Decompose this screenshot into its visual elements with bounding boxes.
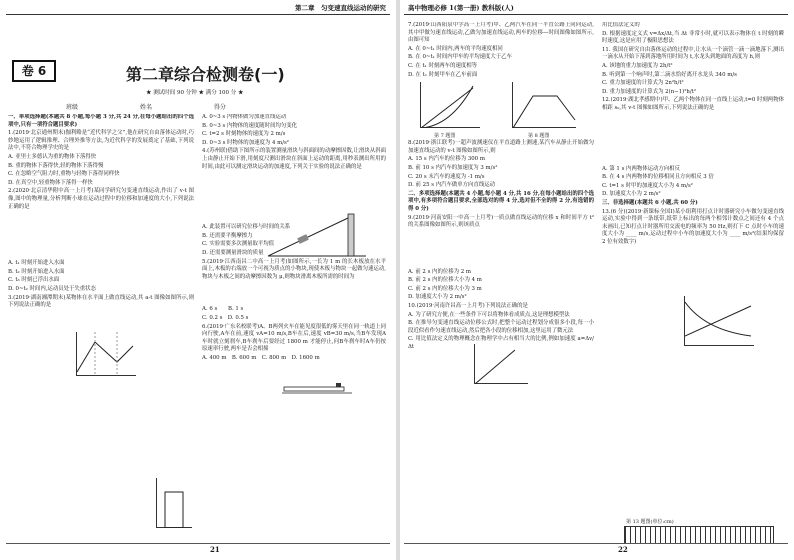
xt-graph-q7 bbox=[420, 82, 480, 128]
option-text: C. 20 s 末汽车的速度为 -1 m/s bbox=[408, 173, 485, 180]
question-text: 13.(6 分)(2019·新课标全国Ⅰ)某小组利用打点计时器研究小车做匀变速直线运动,实验中得到一条纸带,纸带上标出的每两个相邻计数点之间还有 4 个点未画出,已知打点计时器所用交流电的频率为 50 Hz,则打下 C 点时小车的速度大小为 ____ m/s,运动过程中小车的加速度大小为 ____ m/s²(结果均保留 2 位有效数字) bbox=[602, 208, 784, 245]
right-column-2 bbox=[602, 22, 784, 532]
ruler-caption: 第 13 题图(单位:cm) bbox=[626, 519, 674, 525]
option-text: A. 该地的重力加速度为 2h/t² bbox=[602, 62, 673, 69]
graph-lines bbox=[513, 82, 577, 128]
option-text: D. 重力加速度的计算式为 2(n−1)²h/t² bbox=[602, 88, 697, 95]
volume-badge: 卷 6 bbox=[12, 60, 56, 82]
option-text: C. 用比值法定义的物理概念在物理学中占有相当大的比例,例如加速度 a=Δv/Δt bbox=[408, 336, 594, 351]
name-field-label: 姓名 bbox=[139, 104, 152, 111]
test-meta: ★ 测试时间 90 分钟 ★ 满分 100 分 ★ bbox=[146, 90, 244, 96]
vt-graph-q2 bbox=[76, 332, 136, 376]
option-text: B. 还需要平衡摩擦力 bbox=[202, 232, 253, 239]
question-text: 11. 我国在研究自由落体运动的过程中,让水从一个滴管一滴一滴地落下,测出一滴水从开始下落到落地所用时间为 t,水龙头到地面的高度为 h,则 bbox=[602, 46, 784, 61]
left-column-1 bbox=[8, 114, 194, 474]
question-text: 8.(2019·浙江联考)一超声波测速仪在平直道路上测速,某汽车从静止开始做匀加速直线运动的 v-t 图像如图所示,则 bbox=[408, 140, 594, 154]
option-text: D. 在真空中,轻重物体下落得一样快 bbox=[8, 179, 93, 186]
section-heading: 一、单项选择题(本题共 8 小题,每小题 3 分,共 24 分,在每小题给出的四个选项中,只有一项符合题目要求) bbox=[8, 114, 194, 128]
class-field-label: 班级 bbox=[66, 104, 79, 111]
option-text: A. 0~3 s 内物体做匀加速直线运动 bbox=[202, 114, 287, 120]
question-text: 10.(2019·河南许昌高一上月考)下列说法正确的是 bbox=[408, 303, 528, 310]
option-text: D. 在 t₁ 时刻甲车在乙车前面 bbox=[408, 71, 478, 78]
option-text: D. 0~t₂ 时间内,运动员处于失重状态 bbox=[8, 285, 96, 292]
graph-lines bbox=[685, 296, 755, 346]
option-text: B. t₂ 时刻开始进入水面 bbox=[8, 268, 65, 275]
option-text: B. 重的物体下落得快,轻的物体下落得慢 bbox=[8, 162, 104, 169]
header-rule bbox=[6, 14, 390, 15]
option-text: D. 加速度大小为 2 m/s² bbox=[602, 191, 661, 198]
question-text: 2.(2020·北京清华附中高一上月考)某同学研究匀变速直线运动,作出了 v-t 图像,图中的物理量,分析判断小球在运动过程中的位移和加速度的大小,下列说法正确的是 bbox=[8, 188, 194, 210]
option-text: B. 在 0~t₁ 时间内甲车的平均速度大于乙车 bbox=[408, 54, 512, 61]
right-page bbox=[404, 0, 788, 560]
option-text: B. 在推导匀变速直线运动位移公式时,把整个运动过程划分成很多小段,每一小段近似看作匀速直线运动,然后把各小段的位移相加,这里运用了微元法 bbox=[408, 320, 594, 334]
graph-lines bbox=[421, 82, 481, 128]
page-title: 第二章综合检测卷(一) bbox=[126, 65, 285, 84]
option-text: C. 前 2 s 内的位移大小为 3 m bbox=[408, 285, 482, 292]
question-text: 7.(2019·山西阳泉中学高一上月考)甲、乙两汽车在同一平直公路上同向运动,其中甲做匀速直线运动,乙做匀加速直线运动,两车的位移—时间图像如图所示,由图可知 bbox=[408, 22, 594, 44]
figure-caption: 第 8 题图 bbox=[528, 133, 550, 139]
option-text: C. 重力加速度的计算式为 2n²h/t² bbox=[602, 80, 684, 87]
option-text: A. 400 m B. 600 m C. 800 m D. 1600 m bbox=[202, 354, 320, 361]
option-text: C. 在忽略空气阻力时,重物与轻物下落得同样快 bbox=[8, 171, 120, 178]
option-text: D. 加速度大小为 2 m/s² bbox=[408, 294, 467, 301]
question-text: 3.(2019·湖南湘潭期末)某物体在水平面上做直线运动,其 a-t 图像如图所示,则下列说法正确的是 bbox=[8, 294, 194, 309]
running-head-right: 高中物理必修 1(第一册) 教科版(人) bbox=[408, 4, 514, 12]
option-text: D. 前 25 s 内汽车做单方向直线运动 bbox=[408, 182, 496, 189]
graph-lines bbox=[475, 344, 529, 384]
option-text: A. 亚里士多德认为重的物体下落得快 bbox=[8, 153, 97, 160]
page-number-right: 22 bbox=[618, 545, 628, 554]
footer-rule bbox=[6, 543, 390, 544]
question-text: 12.(2019·湖北孝感期中)甲、乙两个物体在同一直线上运动,t=0 时刻两物体相距 s₀,其 v-t 图像如图所示,下列说法正确的是 bbox=[602, 97, 784, 111]
option-text: B. 前 2 s 内的位移大小为 4 m bbox=[408, 277, 482, 284]
page-gutter bbox=[396, 0, 400, 560]
option-text: C. 0.2 s D. 0.5 s bbox=[202, 314, 249, 321]
student-fields bbox=[66, 102, 286, 111]
left-page bbox=[6, 0, 390, 560]
vt-graph-q12 bbox=[684, 296, 754, 346]
question-text: 6.(2019·广东名校联考)A、B两列火车在能见度很低的雾天里在同一轨道上同向行驶,A车在前,速度 vA=10 m/s,B车在后,速度 vB=30 m/s,当B车发现A车时就立刻刹车,B车刹车后要经过 1800 m 才能停止,问B车刹车时A车仍按原速率行驶,两车是否会相撞 bbox=[202, 323, 386, 353]
option-text: D. 根据速度定义式 v=Δx/Δt,当 Δt 非常小时,就可以表示物体在 t 时刻的瞬时速度,这是应用了极限思想法 bbox=[602, 30, 784, 45]
running-head-left: 第二章 匀变速直线运动的研究 bbox=[295, 4, 386, 12]
option-text: A. 为了研究方便,在一些条件下可以将物体看成质点,这是理想模型法 bbox=[408, 311, 570, 318]
option-text: A. 前 2 s 内的位移为 2 m bbox=[408, 268, 471, 275]
option-text: D. 0~3 s 时物体的加速度为 4 m/s² bbox=[202, 139, 289, 146]
header-rule bbox=[404, 14, 788, 15]
xt2-graph-q9 bbox=[474, 344, 528, 384]
question-text: 4.(苏州联)借助下图所示的装置测量滑块与斜面间的动摩擦因数,让滑块从斜面上由静止开始下滑,用刻度尺测出滑块在斜面上运动的距离,用秒表测出所用的时间,由此可以测定滑块运动的加速度,下列关于实验的说法正确的是 bbox=[202, 148, 386, 170]
option-text: C. 在 t₁ 时刻两车的速度相等 bbox=[408, 62, 478, 69]
option-text: A. 此装置可以研究位移与时间的关系 bbox=[202, 224, 291, 231]
graph-bar bbox=[157, 478, 193, 528]
option-text: A. t₁ 时刻开始进入水面 bbox=[8, 260, 65, 267]
incline-figure bbox=[268, 210, 368, 258]
question-text: 5.(2019·江西南昌二中高一上月考)如图所示,一长为 1 m 的长木板放在水平面上,木板的右端放一个可视为质点的小物块,现使木板与物块一起做匀速运动,物块与木板之间的动摩擦因数为 μ,则物块滑离木板所需的时间为 bbox=[202, 258, 386, 280]
option-text: C. t=2 s 时刻物体的速度为 2 m/s bbox=[202, 131, 286, 138]
figure-caption: 第 7 题图 bbox=[434, 133, 456, 139]
incline-drawing bbox=[268, 210, 368, 258]
vt-graph-q8 bbox=[512, 82, 576, 128]
question-text: 9.(2019·河南安阳一中高一上月考)一质点做直线运动的位移 x 和时间平方 t² 的关系图像如图所示,则该质点 bbox=[408, 214, 594, 229]
option-text: A. 15 s 内汽车的位移为 300 m bbox=[408, 156, 485, 163]
option-text: C. t₃ 时刻已浮出水面 bbox=[8, 277, 60, 284]
plank-drawing bbox=[282, 381, 352, 395]
section-heading: 二、多项选择题(本题共 4 小题,每小题 4 分,共 16 分,在每小题给出的四个选项中,有多项符合题目要求,全部选对的得 4 分,选对但不全的得 2 分,有选错的得 0 分) bbox=[408, 190, 594, 212]
option-text: D. 还需要测量滑块的质量 bbox=[202, 249, 264, 256]
plank-figure bbox=[282, 380, 352, 394]
option-text: A. 在 0~t₁ 时间内,两车的平均速度相同 bbox=[408, 45, 503, 52]
left-column-2 bbox=[202, 114, 386, 534]
page-number-left: 21 bbox=[210, 545, 220, 554]
graph-lines bbox=[77, 332, 137, 376]
at-graph-q3 bbox=[156, 478, 192, 528]
question-text: 1.(2019·北京通州期末)伽利略是“近代科学之父”,他在研究自由落体运动时,巧妙地运用了逻辑推理、合理外推等方法,为近代科学的发展奠定了基础,下列说法中,不符合物理学史的是 bbox=[8, 130, 194, 152]
option-text: B. 在 4 s 内两物体的位移相同且方向相反 3 倍 bbox=[602, 174, 714, 181]
option-text: A. 6 s B. 1 s bbox=[202, 306, 244, 313]
score-field-label: 得分 bbox=[213, 104, 226, 111]
option-text: A. 第 1 s 内两物体运动方向相反 bbox=[602, 165, 680, 172]
option-text: B. 前 10 s 内汽车的加速度为 3 m/s² bbox=[408, 164, 498, 171]
tape-ruler bbox=[624, 526, 774, 544]
option-text: C. t=1 s 时甲的加速度大小为 4 m/s² bbox=[602, 182, 693, 189]
option-text: B. 听到第一个响声时,第二滴水恰好离开水龙头 340 m/s bbox=[602, 71, 737, 78]
option-text: B. 0~3 s 内物体的速度随时间均匀变化 bbox=[202, 122, 298, 129]
footer-rule bbox=[404, 543, 788, 544]
question-text: 用比值法定义的 bbox=[602, 22, 640, 28]
section-heading: 三、非选择题(本题共 6 小题,共 60 分) bbox=[602, 199, 698, 206]
option-text: C. 实验需要多次测量取平均值 bbox=[202, 241, 275, 248]
